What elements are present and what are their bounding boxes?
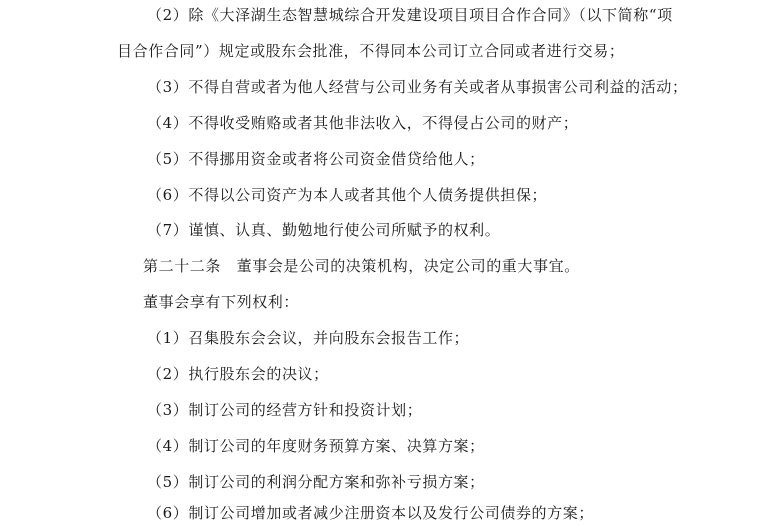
power-1: （1）召集股东会会议，并向股东会报告工作； bbox=[147, 329, 470, 347]
clause-4: （4）不得收受贿赂或者其他非法收入，不得侵占公司的财产； bbox=[147, 114, 579, 132]
power-2: （2）执行股东会的决议； bbox=[147, 365, 329, 383]
board-powers-intro: 董事会享有下列权利： bbox=[143, 293, 300, 311]
clause-5: （5）不得挪用资金或者将公司资金借贷给他人； bbox=[147, 150, 485, 168]
clause-2-line-1: （2）除《大泽湖生态智慧城综合开发建设项目项目合作合同》（以下简称“项 bbox=[147, 6, 673, 24]
clause-3: （3）不得自营或者为他人经营与公司业务有关或者从事损害公司利益的活动； bbox=[147, 78, 688, 96]
power-3: （3）制订公司的经营方针和投资计划； bbox=[147, 401, 423, 419]
power-5: （5）制订公司的利润分配方案和弥补亏损方案； bbox=[147, 473, 485, 491]
clause-7: （7）谨慎、认真、勤勉地行使公司所赋予的权利。 bbox=[147, 221, 501, 239]
clause-2-line-2: 目合作合同”）规定或股东会批准，不得同本公司订立合同或者进行交易； bbox=[117, 42, 625, 60]
article-22: 第二十二条 董事会是公司的决策机构，决定公司的重大事宜。 bbox=[143, 257, 580, 275]
power-6: （6）制订公司增加或者减少注册资本以及发行公司债券的方案； bbox=[147, 504, 594, 522]
power-4: （4）制订公司的年度财务预算方案、决算方案； bbox=[147, 437, 485, 455]
clause-6: （6）不得以公司资产为本人或者其他个人债务提供担保； bbox=[147, 186, 548, 204]
